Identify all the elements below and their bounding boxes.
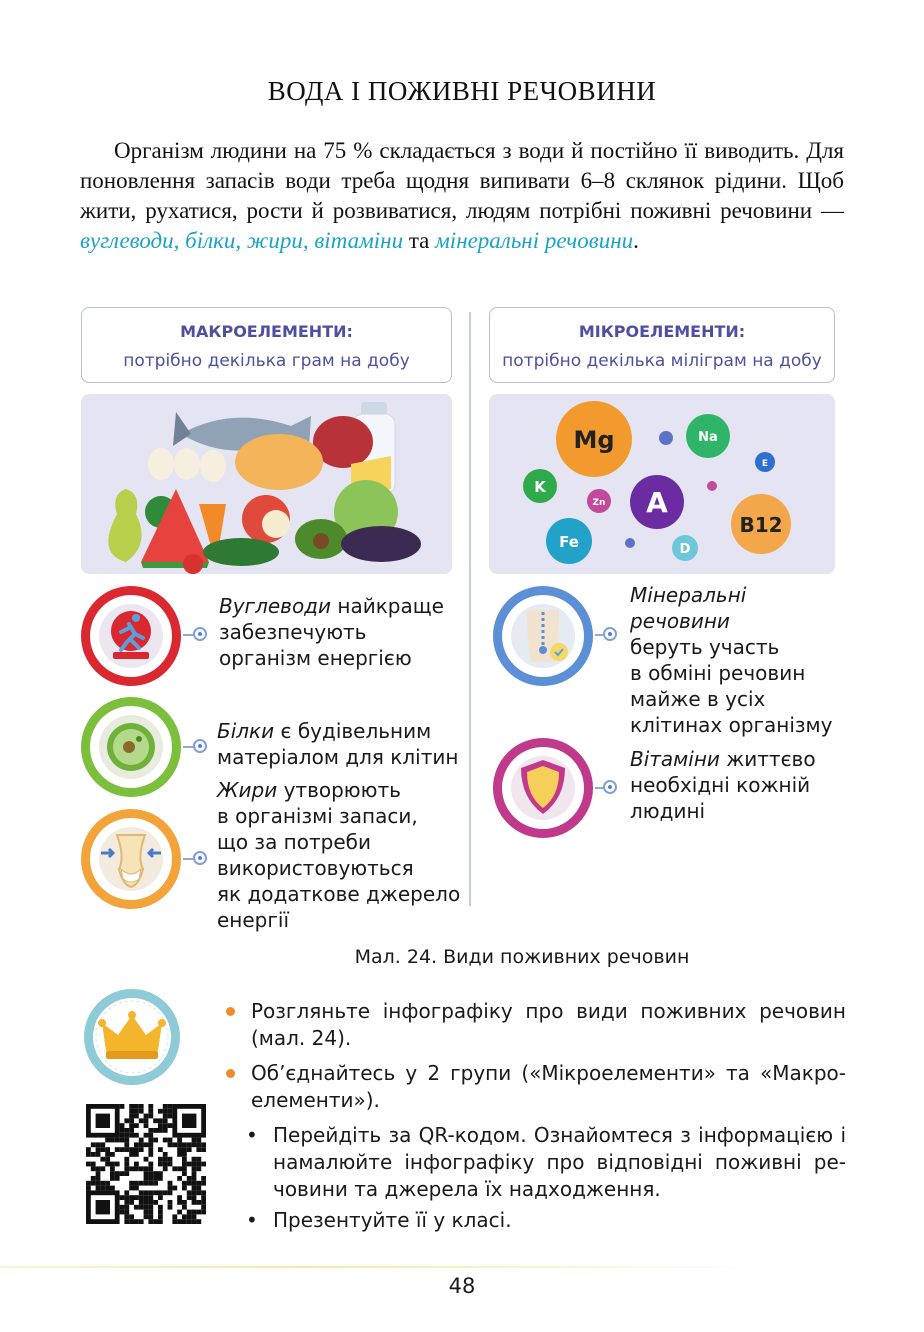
small-dot <box>625 538 635 548</box>
body-icon-svg <box>491 584 595 688</box>
egg <box>148 448 174 480</box>
vitamins-line2: необхідні кожній <box>630 773 811 797</box>
cell-icon <box>79 695 183 799</box>
carbs-line3: організм енергією <box>219 646 412 670</box>
fats-dot <box>193 851 207 865</box>
body-spine-icon <box>491 584 595 688</box>
elements-svg <box>489 394 835 574</box>
minerals-line4: майже в усіх <box>630 687 766 711</box>
minerals-line5: клітинах організму <box>630 713 833 737</box>
k-label: K <box>534 478 546 496</box>
carbs-line2: забезпечують <box>219 620 367 644</box>
fats-term: Жири <box>217 778 278 802</box>
running-person-icon-svg <box>79 584 183 688</box>
tomato <box>183 554 203 574</box>
proteins-term: Білки <box>217 719 275 743</box>
crown-icon-svg <box>82 987 182 1087</box>
waist-icon-svg <box>79 807 183 911</box>
small-dot <box>707 481 717 491</box>
minerals-dot <box>603 627 617 641</box>
fats-description <box>217 777 467 933</box>
a-label: A <box>646 486 668 519</box>
fe-label: Fe <box>559 533 579 551</box>
egg <box>174 448 200 480</box>
proteins-line1: є будівельним <box>274 719 432 743</box>
running-person-icon <box>79 584 183 688</box>
vitamins-line3: людині <box>630 799 706 823</box>
task-item: Розгляньте інфографіку про види поживних речовин (мал. 24). <box>226 998 846 1052</box>
minerals-line2: беруть участь <box>630 635 780 659</box>
cell-icon-svg <box>79 695 183 799</box>
macro-header <box>81 307 452 383</box>
intro-paragraph <box>80 136 844 256</box>
shield-icon <box>491 736 595 840</box>
carbs-term: Вуглеводи <box>219 594 332 618</box>
carbs-dot <box>193 627 207 641</box>
task-list <box>226 998 846 1238</box>
d-label: D <box>679 542 691 557</box>
figure-caption-text: Мал. 24. Види поживних речовин <box>354 946 690 968</box>
zn-label: Zn <box>592 498 606 508</box>
small-dot <box>659 431 673 445</box>
pear <box>108 489 141 562</box>
micro-subtitle: потрібно декілька міліграм на добу <box>502 351 822 371</box>
subtask-item: • Перейдіть за QR-кодом. Ознайомтеся з інформацією і намалюйте інфографіку про відповідні поживні речовини та джерела їх надходження. <box>226 1122 846 1203</box>
fish-tail <box>173 412 191 446</box>
minerals-description <box>630 582 852 738</box>
intro-highlight-nutrients: вуглеводи, білки, жири, вітаміни <box>80 228 404 253</box>
micro-header <box>489 307 835 383</box>
footer-line <box>0 1266 760 1268</box>
proteins-description <box>217 718 467 770</box>
fats-line2: в організмі запаси, <box>217 804 418 828</box>
avocado-pit <box>313 533 329 549</box>
qr-code-svg <box>86 1104 206 1224</box>
intro-end: . <box>633 228 639 253</box>
carbs-description <box>219 593 459 671</box>
carbs-line1: найкраще <box>331 594 444 618</box>
shield-icon-svg <box>491 736 595 840</box>
vitamins-description <box>630 746 852 824</box>
page-number: 48 <box>448 1274 476 1298</box>
waist-measure-icon <box>79 807 183 911</box>
figure-caption <box>0 946 924 968</box>
fats-line4: використовуються <box>217 856 414 880</box>
eggplant <box>341 526 421 562</box>
e-label: E <box>761 459 769 469</box>
crown-icon <box>82 987 182 1087</box>
food-illustration-svg <box>81 394 452 574</box>
intro-text: Організм людини на 75 % складається з води й постійно її виводить. Для поновлення запасів води треба щодня випивати 6–8 склянок рідини. Щоб жити, рухатися, рости й розвиватися, людям потрібні поживні речовини — <box>80 138 844 223</box>
macronutrient-food-illustration <box>81 394 452 574</box>
vitamins-dot <box>603 780 617 794</box>
qr-code[interactable] <box>86 1104 206 1224</box>
minerals-line3: в обміні речовин <box>630 661 806 685</box>
proteins-line2: матеріалом для клітин <box>217 745 459 769</box>
fats-line6: енергії <box>217 908 290 932</box>
task-item: Об’єднайтесь у 2 групи («Мікроелементи» та «Макроелементи»). <box>226 1060 846 1114</box>
macro-subtitle: потрібно декілька грам на добу <box>123 351 410 371</box>
minerals-term: Мінеральні речовини <box>630 583 747 633</box>
na-label: Na <box>698 430 718 445</box>
column-divider <box>469 312 471 906</box>
vitamins-line1: життєво <box>719 747 816 771</box>
vitamins-term: Вітаміни <box>630 747 720 771</box>
micro-title: МІКРОЕЛЕМЕНТИ: <box>578 322 746 341</box>
intro-connector: та <box>408 228 430 253</box>
mg-label: Mg <box>573 426 615 454</box>
cucumber <box>203 538 279 566</box>
fats-line1: утворюють <box>277 778 401 802</box>
fats-line3: що за потреби <box>217 830 371 854</box>
page-title: ВОДА І ПОЖИВНІ РЕЧОВИНИ <box>267 76 657 106</box>
macro-title: МАКРОЕЛЕМЕНТИ: <box>180 322 353 341</box>
roast-chicken <box>235 434 323 490</box>
apple-cut <box>262 510 290 538</box>
fats-line5: як додаткове джерело <box>217 882 461 906</box>
proteins-dot <box>193 739 207 753</box>
b12-label: B12 <box>739 513 783 537</box>
micronutrient-elements-illustration <box>489 394 835 574</box>
intro-highlight-minerals: мінеральні речовини <box>435 228 634 253</box>
subtask-item: • Презентуйте її у класі. <box>226 1207 846 1234</box>
egg <box>200 450 226 482</box>
